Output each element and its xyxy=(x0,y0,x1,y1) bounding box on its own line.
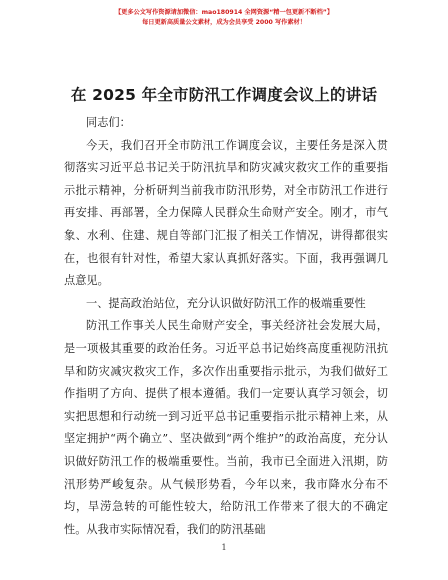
promo-banner-line-1: 【更多公文写作资源请加微信：mao180914 全网资源“精一包更新不断档”】 xyxy=(114,9,334,16)
paragraph-opening: 今天，我们召开全市防汛工作调度会议，主要任务是深入贯彻落实习近平总书记关于防汛抗旱和防灾减灾救灾工作的重要指示批示精神，分析研判当前我市防汛形势，对全市防汛工作进行再安排、再部署，全力保障人民群众生命财产安全。刚才，市气象、水利、住建、规自等部门汇报了相关工作情况，讲得都很实在，也很有针对性，希望大家认真抓好落实。下面，我再强调几点意见。 xyxy=(64,138,388,288)
page-number: 1 xyxy=(221,543,227,552)
section-heading-1: 一、提高政治站位，充分认识做好防汛工作的极端重要性 xyxy=(86,296,366,310)
promo-banner-line-2: 每日更新高质量公文素材，成为会员享受 2000 写作素材！ xyxy=(142,19,306,26)
promo-banner xyxy=(0,8,448,28)
paragraph-section-1: 防汛工作事关人民生命财产安全，事关经济社会发展大局，是一项极其重要的政治任务。习近平总书记始终高度重视防汛抗旱和防灾减灾救灾工作，多次作出重要指示批示，为我们做好工作指明了方向、提供了根本遵循。我们一定要认真学习领会，切实把思想和行动统一到习近平总书记重要指示批示精神上来，从坚定拥护“两个确立”、坚决做到“两个维护”的政治高度，充分认识做好防汛工作的极端重要性。当前，我市已全面进入汛期，防汛形势严峻复杂。从气候形势看，今年以来，我市降水分布不均，旱涝急转的可能性较大，给防汛工作带来了很大的不确定性。从我市实际情况看，我们的防汛基础 xyxy=(64,319,388,536)
salutation: 同志们： xyxy=(86,116,131,129)
document-title: 在 2025 年全市防汛工作调度会议上的讲话 xyxy=(70,86,378,104)
document-body xyxy=(64,112,388,541)
